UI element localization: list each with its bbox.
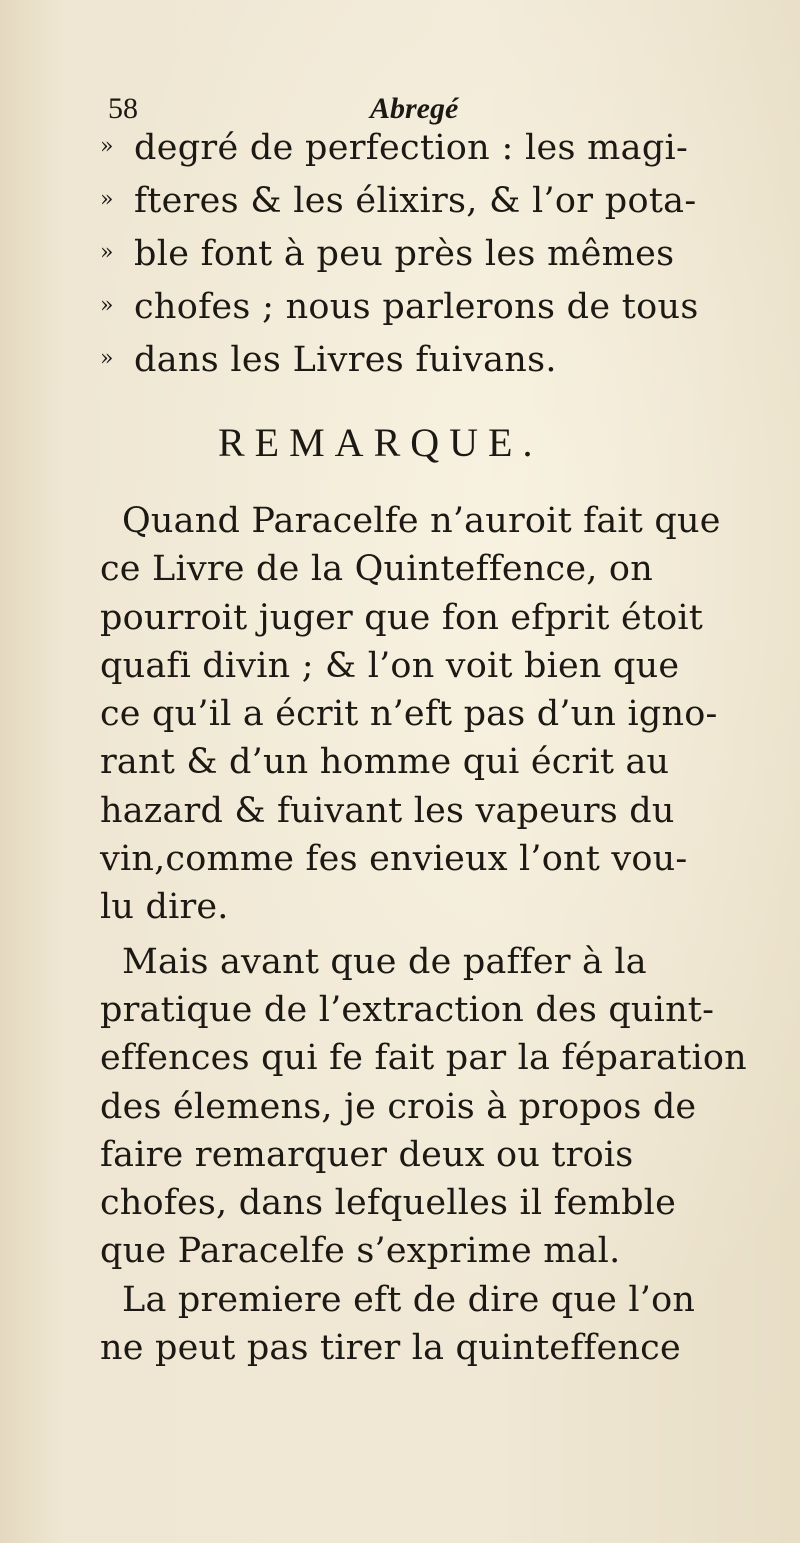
paragraph-line: Quand Paracelfe n’auroit fait que (122, 501, 721, 541)
quoted-line-text: dans les Livres fuivans. (134, 340, 557, 380)
paragraph-line: chofes, dans lefquelles il femble (100, 1183, 676, 1224)
quoted-line-text: ble font à peu près les mêmes (134, 234, 675, 274)
quoted-line (100, 181, 740, 234)
guillemet-mark: » (100, 240, 114, 265)
paragraph-line: hazard & fuivant les vapeurs du (100, 790, 675, 831)
paragraph-line: lu dire. (100, 887, 229, 928)
guillemet-mark: » (100, 134, 114, 159)
quoted-line-text: degré de perfection : les magi- (134, 128, 689, 168)
running-title: Abregé (370, 92, 459, 125)
paragraph-line: rant & d’un homme qui écrit au (100, 742, 670, 783)
guillemet-mark: » (100, 293, 114, 318)
quoted-line-text: chofes ; nous parlerons de tous (134, 287, 699, 327)
page-number: 58 (108, 92, 138, 125)
text-block (100, 128, 747, 1376)
quoted-line (100, 287, 740, 340)
quoted-line (100, 234, 740, 287)
quoted-line (100, 340, 740, 393)
paragraph-line: des élemens, je crois à propos de (100, 1086, 697, 1127)
paragraph-line: quafi divin ; & l’on voit bien que (100, 645, 680, 686)
quoted-line (100, 128, 740, 181)
paragraph-line: ce Livre de la Quinteffence, on (100, 549, 653, 590)
paragraph-line: effences qui fe fait par la féparation (100, 1038, 747, 1079)
paragraph-line: ne peut pas tirer la quinteffence (100, 1328, 681, 1369)
section-heading: REMARQUE. (218, 420, 543, 465)
quoted-line-text: fteres & les élixirs, & l’or pota- (134, 181, 697, 221)
paragraph-line: pourroit juger que fon efprit étoit (100, 597, 704, 638)
guillemet-mark: » (100, 187, 114, 212)
paragraph-line: faire remarquer deux ou trois (100, 1134, 634, 1175)
paragraph-line: pratique de l’extraction des quint- (100, 989, 715, 1030)
paragraph-line: que Paracelfe s’exprime mal. (100, 1231, 621, 1272)
paragraph-line: vin,comme fes envieux l’ont vou- (100, 839, 688, 880)
paragraph-line: Mais avant que de paffer à la (122, 941, 647, 982)
paragraph-line: ce qu’il a écrit n’eft pas d’un igno- (100, 694, 718, 735)
paragraph-line: La premiere eft de dire que l’on (122, 1279, 696, 1320)
guillemet-mark: » (100, 346, 114, 371)
